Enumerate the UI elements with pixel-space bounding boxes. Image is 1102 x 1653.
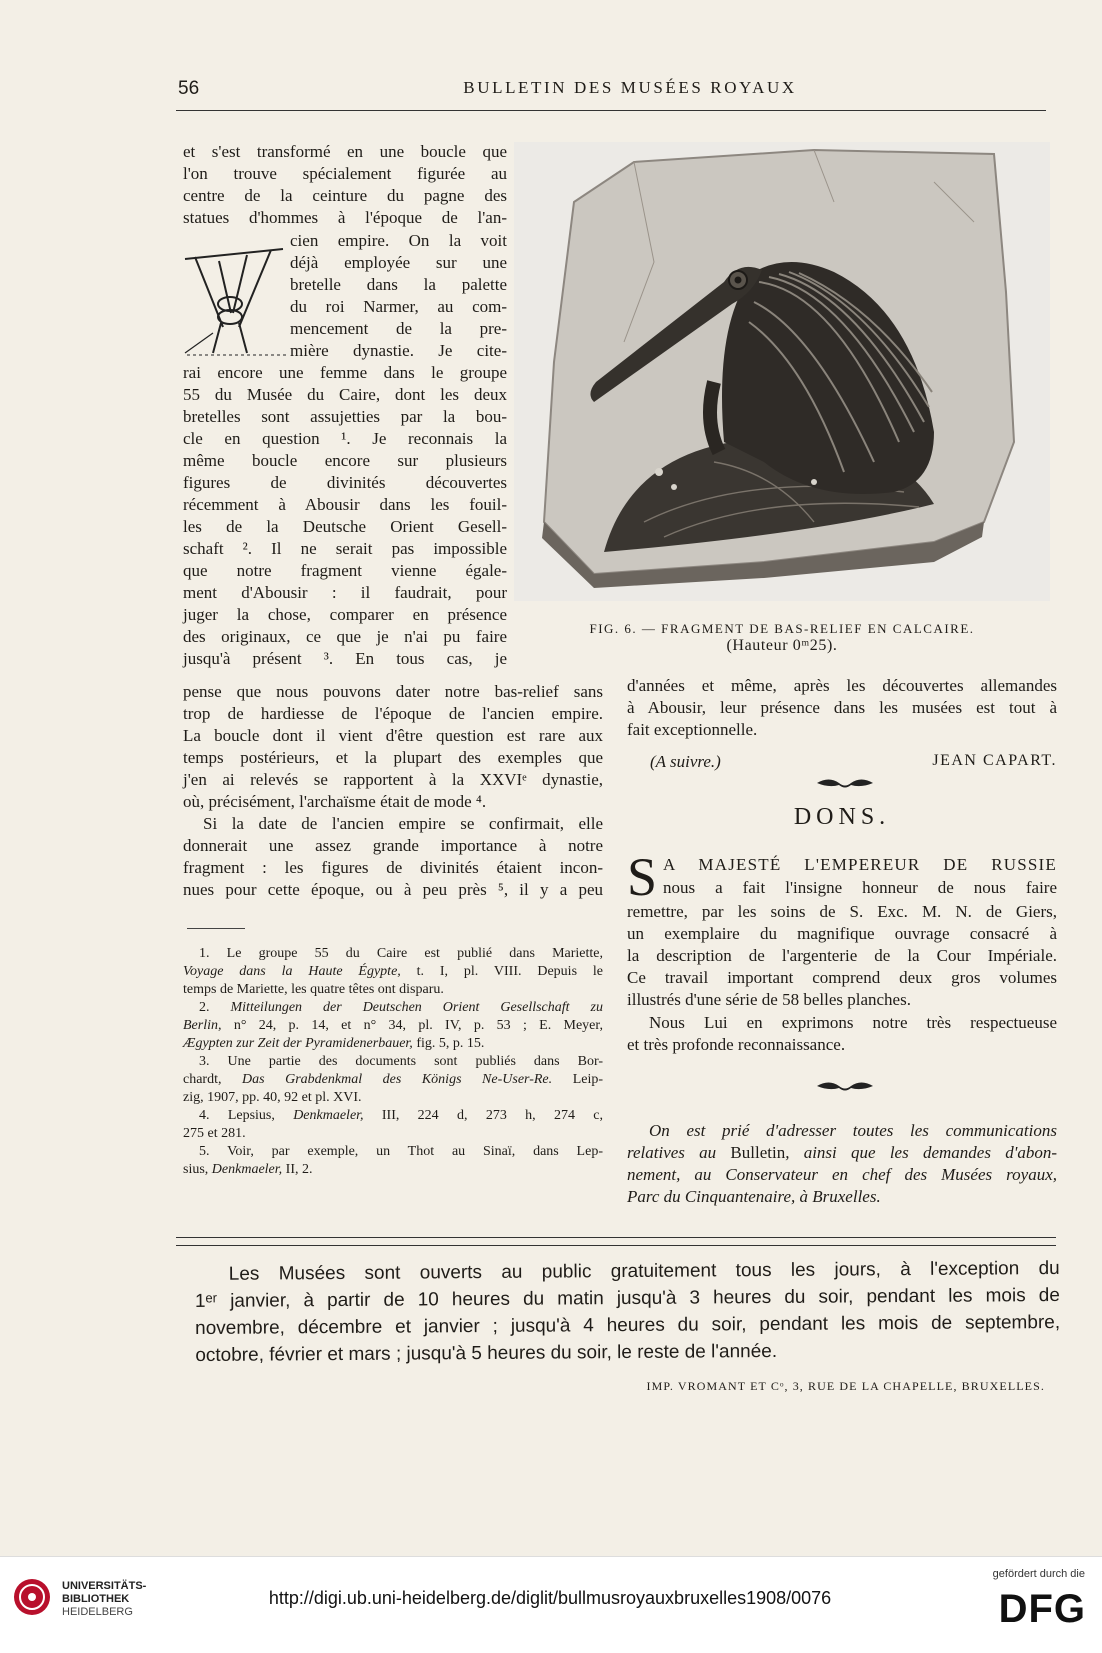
footnotes <box>183 945 603 1179</box>
running-title: BULLETIN DES MUSÉES ROYAUX <box>463 78 797 97</box>
left-column-narrow <box>290 230 507 362</box>
footnote-line <box>183 1161 603 1179</box>
text-line: la description de l'argenterie de la Cour Impériale. <box>627 946 1057 965</box>
text-line: Nous Lui en exprimons notre très respectueuse <box>649 1013 1057 1032</box>
text-line: statues d'hommes à l'époque de l'an- <box>183 208 507 227</box>
author-signature: JEAN CAPART. <box>932 752 1057 769</box>
text-line: mière dynastie. Je cite- <box>290 341 507 360</box>
footnote-text: 4. Lepsius, <box>199 1108 294 1123</box>
footnote-line <box>183 999 603 1017</box>
text-line: trop de hardiesse de l'époque de l'ancien empire. <box>183 704 603 723</box>
text-line: rai encore une femme dans le groupe <box>183 363 507 382</box>
ornament-icon <box>815 776 875 790</box>
text-line: donnerait une assez grande importance à notre <box>183 836 603 855</box>
footnote-line <box>183 1017 603 1035</box>
text-line: et s'est transformé en une boucle que <box>183 142 507 161</box>
text-line: jusqu'à présent ³. En tous cas, je <box>183 649 507 668</box>
dons-heading: DONS. <box>793 804 891 830</box>
source-url-link[interactable]: http://digi.ub.uni-heidelberg.de/diglit/bullmusroyauxbruxelles1908/0076 <box>268 1588 832 1608</box>
left-column-middle <box>183 362 507 670</box>
text-line: cien empire. On la voit <box>290 231 507 250</box>
footnote-text: t. I, pl. VIII. Depuis le <box>400 964 603 979</box>
text-line: schaft ². Il ne serait pas impossible <box>183 539 507 558</box>
text-line: Si la date de l'ancien empire se confirmait, elle <box>203 814 603 833</box>
text-line: La boucle dont il vient d'être question est rare aux <box>183 726 603 745</box>
text-line: et très profonde reconnaissance. <box>627 1035 846 1054</box>
text-line: cle en question ¹. Je reconnais la <box>183 429 507 448</box>
right-column-continuation <box>627 675 1057 741</box>
footnote-italic: Das Grabdenkmal des Königs Ne-User-Re. <box>242 1072 553 1087</box>
notice-bulletin-word: Bulletin <box>730 1143 786 1162</box>
opening-hours-notice <box>195 1255 1061 1369</box>
footnote-line <box>183 1107 603 1125</box>
dons-thanks <box>627 1012 1057 1056</box>
footnote-text: fig. 5, p. 15. <box>412 1036 485 1051</box>
footnote-italic: Berlin, <box>183 1018 222 1033</box>
text-line: des originaux, ce que je n'ai pu faire <box>183 627 507 646</box>
footnote-italic: Voyage dans la Haute Égypte, <box>183 964 401 979</box>
footnote-text: 2. <box>199 1000 231 1015</box>
footnote-line: 3. Une partie des documents sont publiés dans Bor- <box>199 1054 603 1069</box>
footnote-italic: Denkmaeler, <box>211 1162 283 1177</box>
text-line: j'en ai relevés se rapportent à la XXVIᵉ dynastie, <box>183 770 603 789</box>
footnote-text: III, 224 d, 273 h, 274 c, <box>363 1108 603 1123</box>
text-line: nues pour cette époque, ou à peu près ⁵, il y a peu <box>183 880 603 899</box>
text-line: fait exceptionnelle. <box>627 720 758 739</box>
text-line: octobre, février et mars ; jusqu'à 5 heures du soir, le reste de l'année. <box>195 1340 778 1367</box>
bottom-rule <box>176 1245 1056 1246</box>
text-line: illustrés d'une série de 58 belles planches. <box>627 990 911 1009</box>
text-line: 1ᵉʳ janvier, à partir de 10 heures du matin jusqu'à 3 heures du soir, pendant les mois de <box>194 1284 1060 1313</box>
header-rule <box>176 110 1046 111</box>
text-line: même boucle encore sur plusieurs <box>183 451 507 470</box>
text-line: du roi Narmer, au com- <box>290 297 507 316</box>
notice-text-part: , ainsi que les demandes d'abon- <box>785 1143 1057 1162</box>
text-line: nement, au Conservateur en chef des Musées royaux, <box>627 1165 1057 1184</box>
footnote-rule <box>187 928 245 929</box>
footnote-text: n° 24, p. 14, et n° 34, pl. IV, p. 53 ; E. Meyer, <box>221 1018 603 1033</box>
text-line: d'années et même, après les découvertes allemandes <box>627 676 1057 695</box>
footnote-line <box>183 1035 603 1053</box>
left-column-full <box>183 681 603 901</box>
text-line: Les Musées sont ouverts au public gratuitement tous les jours, à l'exception du <box>228 1257 1060 1285</box>
footnote-line: 1. Le groupe 55 du Caire est publié dans Mariette, <box>199 946 603 961</box>
printer-imprint: IMP. VROMANT ET Cᵒ, 3, RUE DE LA CHAPELLE, BRUXELLES. <box>646 1379 1045 1393</box>
text-line: 55 du Musée du Caire, dont les deux <box>183 385 507 404</box>
text-line: On est prié d'adresser toutes les communications <box>649 1121 1057 1140</box>
figure-caption-height: (Hauteur 0ᵐ25). <box>726 637 838 654</box>
footnote-italic: Mitteilungen der Deutschen Orient Gesellschaft zu <box>230 1000 603 1015</box>
dons-first-line: A MAJESTÉ L'EMPEREUR DE RUSSIE <box>663 855 1057 874</box>
page-number: 56 <box>178 78 200 99</box>
dfg-logo[interactable]: DFG <box>998 1587 1086 1631</box>
figure-caption: FIG. 6. — FRAGMENT DE BAS-RELIEF EN CALCAIRE. <box>589 621 975 636</box>
library-name-line: HEIDELBERG <box>62 1606 133 1618</box>
university-seal-icon <box>12 1577 52 1617</box>
text-line: bretelle dans la palette <box>290 275 507 294</box>
notice-text-part: relatives au <box>627 1143 731 1162</box>
text-line: novembre, décembre et janvier ; jusqu'à 4 heures du soir, pendant les mois de septembre, <box>195 1311 1061 1340</box>
text-line: l'on trouve spécialement figurée au <box>183 164 507 183</box>
text-line: déjà employée sur une <box>290 253 507 272</box>
bottom-rule <box>176 1237 1056 1238</box>
text-line: récemment à Abousir dans les fouil- <box>183 495 507 514</box>
footnote-text: Leip- <box>552 1072 604 1087</box>
footnote-italic: Denkmaeler, <box>293 1108 364 1123</box>
text-line: les de la Deutsche Orient Gesell- <box>183 517 507 536</box>
text-line: Ce travail important comprend deux gros volumes <box>627 968 1057 987</box>
text-line: mencement de la pre- <box>290 319 507 338</box>
library-name-line: BIBLIOTHEK <box>62 1593 130 1605</box>
footnote-text: chardt, <box>183 1072 243 1087</box>
footnote-line: 275 et 281. <box>183 1126 246 1141</box>
text-line: que notre fragment vienne égale- <box>183 561 507 580</box>
footnote-line: 5. Voir, par exemple, un Thot au Sinaï, dans Lep- <box>199 1144 603 1159</box>
text-line: un exemplaire du magnifique ouvrage consacré à <box>627 924 1057 943</box>
footnote-text: II, 2. <box>282 1162 313 1177</box>
dropcap-letter: S <box>627 847 658 907</box>
text-line <box>627 1142 1057 1164</box>
footnote-italic: Ægypten zur Zeit der Pyramidenerbauer, <box>183 1036 413 1051</box>
footnote-line: zig, 1907, pp. 40, 92 et pl. XVI. <box>183 1090 362 1105</box>
text-line: pense que nous pouvons dater notre bas-relief sans <box>183 682 603 701</box>
text-line: bretelles sont assujetties par la bou- <box>183 407 507 426</box>
relief-photograph <box>514 142 1050 601</box>
dons-body <box>627 901 1057 1011</box>
footnote-line: temps de Mariette, les quatre têtes ont disparu. <box>183 982 444 997</box>
library-name[interactable] <box>62 1580 146 1619</box>
text-line: temps postérieurs, et la plupart des exemples que <box>183 748 603 767</box>
text-line: Parc du Cinquantenaire, à Bruxelles. <box>627 1187 881 1206</box>
footnote-line <box>183 1071 603 1089</box>
dons-second-line: nous a fait l'insigne honneur de nous faire <box>663 878 1057 897</box>
funding-note: gefördert durch die <box>992 1568 1085 1580</box>
text-line: fragment : les figures de divinités étaient incon- <box>183 858 603 877</box>
text-line: remettre, par les soins de S. Exc. M. N. de Giers, <box>627 902 1057 921</box>
buckle-sketch-icon <box>183 243 288 361</box>
text-line: ment d'Abousir : il faudrait, pour <box>183 583 507 602</box>
text-line: juger la chose, comparer en présence <box>183 605 507 624</box>
ornament-icon <box>815 1079 875 1093</box>
text-line: figures de divinités découvertes <box>183 473 507 492</box>
text-line: où, précisément, l'archaïsme était de mode ⁴. <box>183 792 487 811</box>
footnote-line <box>183 963 603 981</box>
library-name-line: UNIVERSITÄTS- <box>62 1580 147 1592</box>
left-column-top <box>183 141 507 229</box>
text-line: à Abousir, leur présence dans les musées est tout à <box>627 698 1057 717</box>
continuation-note: (A suivre.) <box>650 752 721 771</box>
text-line: centre de la ceinture du pagne des <box>183 186 507 205</box>
notice-text <box>627 1120 1057 1208</box>
footnote-text: sius, <box>183 1162 212 1177</box>
